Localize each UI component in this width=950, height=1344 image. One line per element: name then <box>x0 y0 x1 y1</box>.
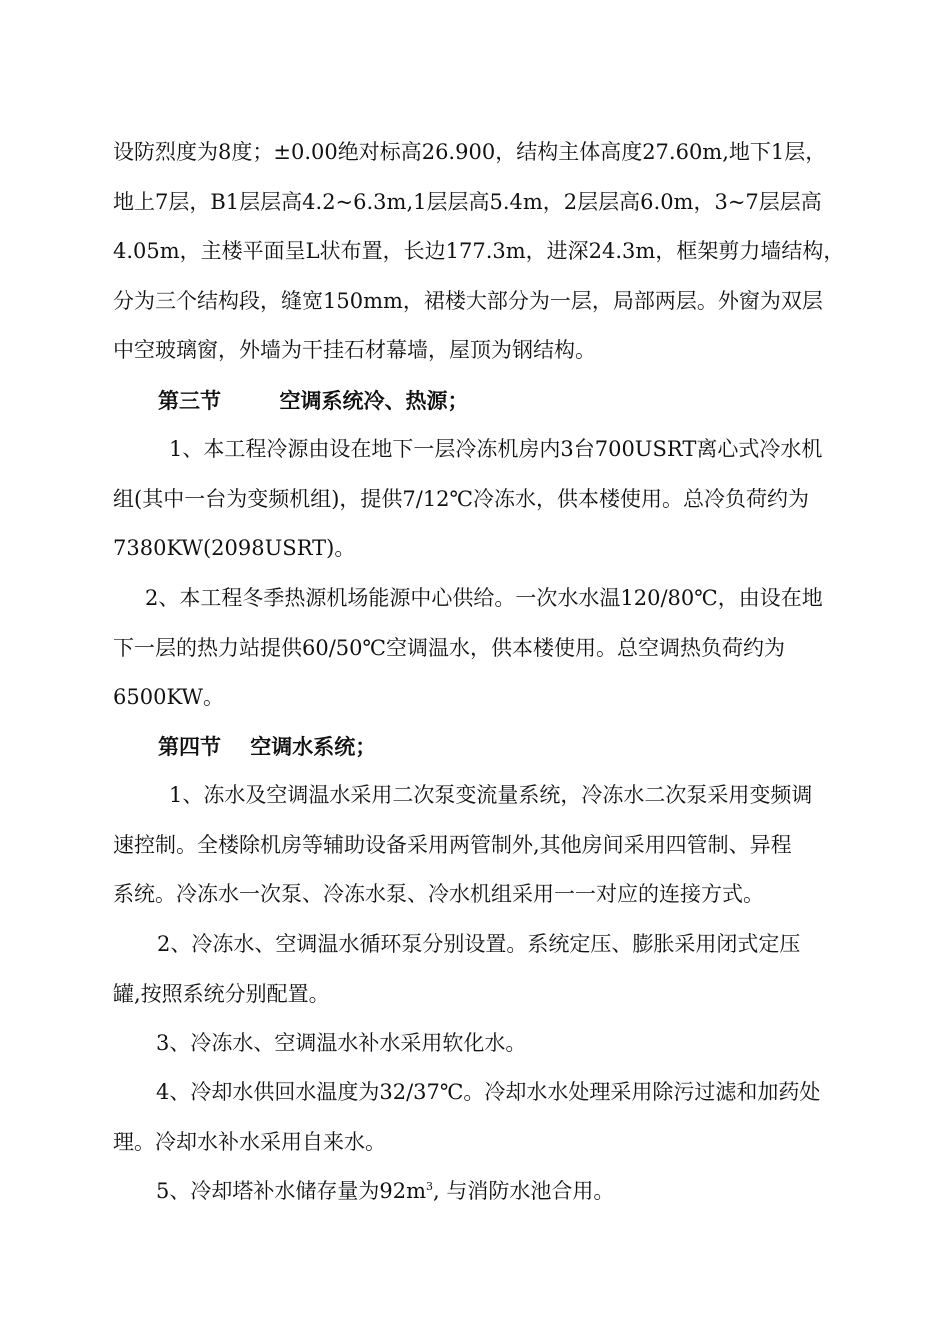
text-run: 5、冷却塔补水储存量为92m <box>156 1179 426 1203</box>
paragraph-water-system-4 <box>113 1068 858 1167</box>
text-line: 速控制。全楼除机房等辅助设备采用两管制外,其他房间采用四管制、异程 <box>113 832 792 857</box>
text-line: 4、冷却水供回水温度为32/37℃。冷却水水处理采用除污过滤和加药处 <box>156 1080 821 1104</box>
section-heading-4 <box>158 722 376 772</box>
section-title: 空调水系统； <box>250 734 377 759</box>
text-line: 设防烈度为8度；±0.00绝对标高26.900，结构主体高度27.60m,地下1层， <box>113 140 827 164</box>
text-line: 下一层的热力站提供60/50℃空调温水，供本楼使用。总空调热负荷约为 <box>113 635 786 660</box>
superscript: 3 <box>426 1180 433 1193</box>
text-line: 地上7层，B1层层高4.2~6.3m,1层层高5.4m，2层层高6.0m，3~7层层高 <box>113 189 822 214</box>
text-line: 1、本工程冷源由设在地下一层冷冻机房内3台700USRT离心式冷水机 <box>169 437 823 461</box>
text-line: 分为三个结构段，缝宽150mm，裙楼大部分为一层，局部两层。外窗为双层 <box>113 288 823 313</box>
paragraph-water-system-3 <box>113 1019 858 1069</box>
text-line: 理。冷却水补水采用自来水。 <box>113 1129 386 1154</box>
paragraph-water-system-1 <box>113 771 858 920</box>
text-line: 2、冷冻水、空调温水循环泵分别设置。系统定压、膨胀采用闭式定压 <box>157 932 801 956</box>
paragraph-water-system-2 <box>113 920 858 1019</box>
paragraph-building-overview <box>113 128 858 376</box>
paragraph-water-system-5 <box>113 1167 858 1217</box>
paragraph-cold-source <box>113 425 858 574</box>
text-line: 组(其中一台为变频机组)，提供7/12℃冷冻水，供本楼使用。总冷负荷约为 <box>113 486 810 511</box>
section-number: 第三节 <box>158 388 221 413</box>
text-line: 6500KW。 <box>113 685 224 709</box>
text-line: 2、本工程冬季热源机场能源中心供给。一次水水温120/80℃，由设在地 <box>145 586 823 610</box>
section-heading-3 <box>158 376 469 426</box>
text-line: 系统。冷冻水一次泵、冷冻水泵、冷水机组采用一一对应的连接方式。 <box>113 882 764 906</box>
text-line: 4.05m，主楼平面呈L状布置，长边177.3m，进深24.3m，框架剪力墙结构， <box>113 239 845 263</box>
text-run: , 与消防水池合用。 <box>433 1179 615 1203</box>
text-line: 罐,按照系统分别配置。 <box>113 981 330 1006</box>
section-number: 第四节 <box>158 734 221 759</box>
section-title: 空调系统冷、热源； <box>279 388 469 413</box>
text-line <box>113 1167 858 1217</box>
text-line: 3、冷冻水、空调温水补水采用软化水。 <box>156 1031 527 1055</box>
text-line: 中空玻璃窗，外墙为干挂石材幕墙，屋顶为钢结构。 <box>113 338 596 362</box>
text-line: 7380KW(2098USRT)。 <box>113 536 356 560</box>
paragraph-heat-source <box>113 574 858 723</box>
text-line: 1、冻水及空调温水采用二次泵变流量系统，冷冻水二次泵采用变频调 <box>169 783 813 807</box>
